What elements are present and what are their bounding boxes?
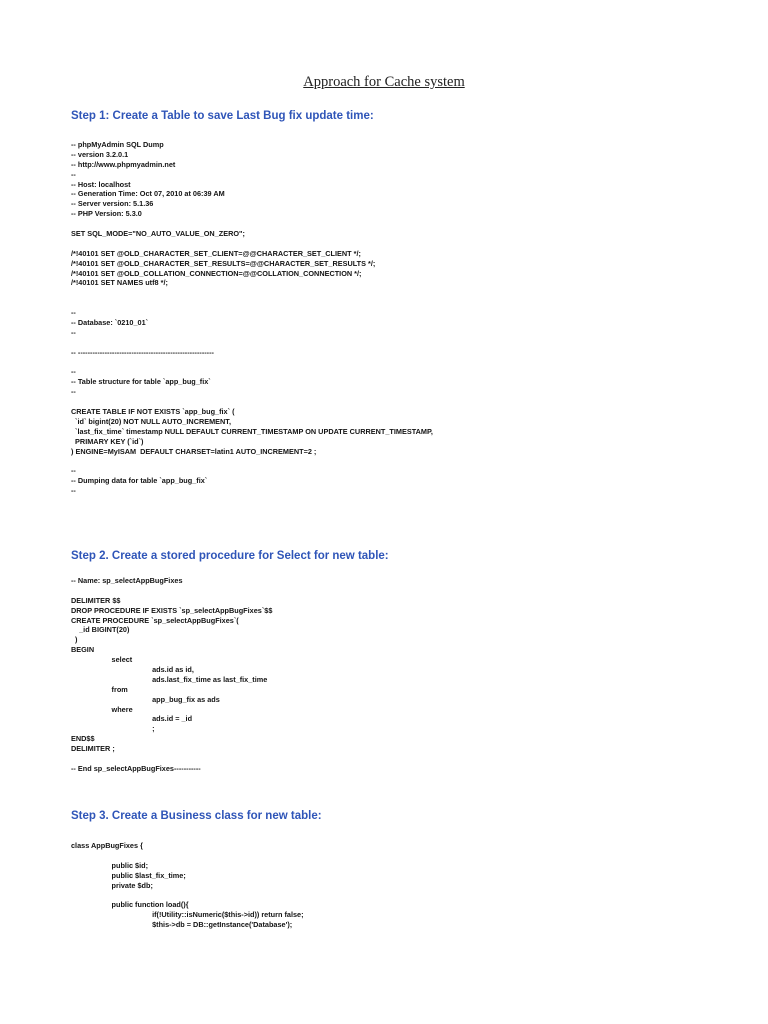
code-line (71, 586, 272, 596)
code-line: -- http://www.phpmyadmin.net (71, 159, 176, 169)
step3-code-block (71, 841, 304, 930)
code-line: public $id; (71, 860, 149, 870)
code-line: ads.id = _id (71, 714, 193, 724)
code-line (71, 754, 272, 764)
code-line: app_bug_fix as ads (71, 694, 220, 704)
code-line: select (71, 655, 133, 665)
code-line: DROP PROCEDURE IF EXISTS `sp_selectAppBugFixes`$$ (71, 605, 273, 615)
code-line: BEGIN (71, 645, 95, 655)
code-line: ) ENGINE=MyISAM DEFAULT CHARSET=latin1 AUTO_INCREMENT=2 ; (71, 446, 317, 456)
code-line: -- version 3.2.0.1 (71, 149, 129, 159)
code-line: public function load(){ (71, 900, 189, 910)
code-line: /*!40101 SET @OLD_CHARACTER_SET_RESULTS=@@CHARACTER_SET_RESULTS */; (71, 258, 376, 268)
code-line: -- Dumping data for table `app_bug_fix` (71, 476, 208, 486)
code-line (71, 457, 433, 467)
code-line (71, 219, 433, 229)
code-line (71, 397, 433, 407)
step2-code-block (71, 576, 272, 774)
code-line: -- phpMyAdmin SQL Dump (71, 140, 164, 149)
code-line: -- (71, 169, 76, 179)
code-line: CREATE TABLE IF NOT EXISTS `app_bug_fix` ( (71, 407, 235, 417)
code-line: PRIMARY KEY (`id`) (71, 436, 144, 446)
code-line: $this->db = DB::getInstance('Database'); (71, 920, 293, 930)
code-line: -- (71, 327, 76, 337)
code-line: -- (71, 367, 76, 377)
code-line: -- Host: localhost (71, 179, 131, 189)
code-line (71, 338, 433, 348)
code-line: -- Generation Time: Oct 07, 2010 at 06:39 AM (71, 189, 225, 199)
code-line: if(!Utility::isNumeric($this->id)) return false; (71, 910, 304, 920)
step1-heading: Step 1: Create a Table to save Last Bug fix update time: (71, 110, 374, 122)
code-line: ; (71, 724, 155, 734)
code-line: private $db; (71, 880, 153, 890)
code-line: ) (71, 635, 78, 645)
code-line: -- (71, 466, 76, 476)
code-line: ads.id as id, (71, 665, 194, 675)
code-line: -- (71, 387, 76, 397)
code-line: SET SQL_MODE="NO_AUTO_VALUE_ON_ZERO"; (71, 229, 245, 239)
code-line: from (71, 684, 128, 694)
code-line: -- (71, 308, 76, 318)
step2-heading: Step 2. Create a stored procedure for Select for new table: (71, 550, 389, 562)
code-line (71, 358, 433, 368)
code-line: -- End sp_selectAppBugFixes----------- (71, 763, 201, 773)
code-line: /*!40101 SET @OLD_CHARACTER_SET_CLIENT=@@CHARACTER_SET_CLIENT */; (71, 248, 361, 258)
code-line (71, 239, 433, 249)
step3-heading: Step 3. Create a Business class for new table: (71, 810, 322, 822)
code-line: where (71, 704, 133, 714)
code-line (71, 851, 304, 861)
code-line: DELIMITER ; (71, 744, 115, 754)
code-line: _id BIGINT(20) (71, 625, 130, 635)
code-line: /*!40101 SET @OLD_COLLATION_CONNECTION=@@COLLATION_CONNECTION */; (71, 268, 362, 278)
code-line: public $last_fix_time; (71, 870, 186, 880)
code-line: ads.last_fix_time as last_fix_time (71, 674, 268, 684)
code-line: `last_fix_time` timestamp NULL DEFAULT CURRENT_TIMESTAMP ON UPDATE CURRENT_TIMESTAMP, (71, 426, 433, 436)
code-line (71, 288, 433, 298)
code-line: -- Name: sp_selectAppBugFixes (71, 576, 183, 585)
code-line: -- Server version: 5.1.36 (71, 199, 154, 209)
code-line: CREATE PROCEDURE `sp_selectAppBugFixes`( (71, 615, 239, 625)
code-line: /*!40101 SET NAMES utf8 */; (71, 278, 168, 288)
code-line: -- (71, 486, 76, 496)
code-line: -- -------------------------------------------------------- (71, 347, 214, 357)
code-line: -- Table structure for table `app_bug_fix` (71, 377, 211, 387)
code-line: `id` bigint(20) NOT NULL AUTO_INCREMENT, (71, 416, 231, 426)
code-line (71, 298, 433, 308)
code-line: -- Database: `0210_01` (71, 318, 149, 328)
code-line (71, 890, 304, 900)
code-line: class AppBugFixes { (71, 841, 143, 850)
step1-code-block (71, 140, 433, 496)
code-line: DELIMITER $$ (71, 595, 121, 605)
code-line: -- PHP Version: 5.3.0 (71, 209, 142, 219)
code-line: END$$ (71, 734, 95, 744)
document-title: Approach for Cache system (303, 74, 465, 90)
